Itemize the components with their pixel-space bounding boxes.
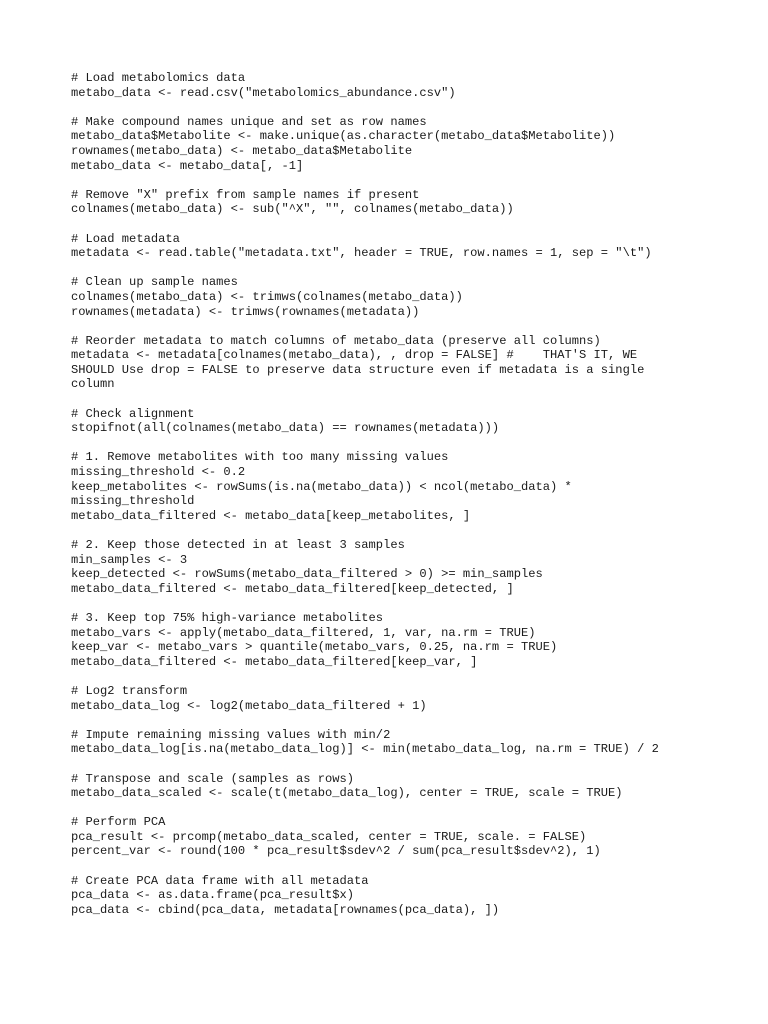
code-line: colnames(metabo_data) <- sub("^X", "", colnames(metabo_data)) (71, 202, 514, 217)
code-block (71, 407, 711, 436)
code-line: metabo_data_scaled <- scale(t(metabo_data_log), center = TRUE, scale = TRUE) (71, 786, 623, 801)
code-block (71, 684, 711, 713)
code-block (71, 115, 711, 173)
code-line: keep_metabolites <- rowSums(is.na(metabo_data)) < ncol(metabo_data) * (71, 479, 572, 494)
code-comment-line: # Create PCA data frame with all metadata (71, 873, 369, 888)
code-block (71, 334, 711, 392)
code-line: pca_data <- as.data.frame(pca_result$x) (71, 888, 355, 903)
code-line: metabo_data_log[is.na(metabo_data_log)] <- min(metabo_data_log, na.rm = TRUE) / 2 (71, 742, 659, 757)
code-block (71, 538, 711, 596)
code-block (71, 450, 711, 523)
code-block (71, 275, 711, 319)
code-line: missing_threshold <- 0.2 (71, 465, 246, 480)
code-line: metabo_data_filtered <- metabo_data_filtered[keep_var, ] (71, 654, 478, 669)
code-line: pca_data <- cbind(pca_data, metadata[rownames(pca_data), ]) (71, 902, 500, 917)
code-line: colnames(metabo_data) <- trimws(colnames(metabo_data)) (71, 289, 463, 304)
code-comment-line: # Impute remaining missing values with min/2 (71, 727, 391, 742)
code-comment-line: # 1. Remove metabolites with too many missing values (71, 450, 449, 465)
code-block (71, 611, 711, 669)
code-line: percent_var <- round(100 * pca_result$sdev^2 / sum(pca_result$sdev^2), 1) (71, 844, 601, 859)
code-block (71, 728, 711, 757)
code-block (71, 232, 711, 261)
code-line: column (71, 377, 115, 392)
code-line: missing_threshold (71, 494, 195, 509)
code-line: pca_result <- prcomp(metabo_data_scaled, center = TRUE, scale. = FALSE) (71, 829, 587, 844)
code-block (71, 815, 711, 859)
code-block (71, 188, 711, 217)
code-comment-line: # Load metabolomics data (71, 71, 246, 85)
code-line: rownames(metabo_data) <- metabo_data$Metabolite (71, 143, 413, 158)
code-line: metabo_vars <- apply(metabo_data_filtered, 1, var, na.rm = TRUE) (71, 625, 536, 640)
code-block (71, 874, 711, 918)
code-line: metadata <- read.table("metadata.txt", header = TRUE, row.names = 1, sep = "\t") (71, 246, 652, 261)
code-line: SHOULD Use drop = FALSE to preserve data structure even if metadata is a single (71, 362, 645, 377)
code-line: keep_var <- metabo_vars > quantile(metabo_vars, 0.25, na.rm = TRUE) (71, 640, 558, 655)
code-comment-line: # 2. Keep those detected in at least 3 samples (71, 538, 405, 552)
code-comment-line: # Check alignment (71, 406, 195, 421)
code-line: metabo_data_log <- log2(metabo_data_filtered + 1) (71, 698, 427, 713)
code-line: metabo_data <- read.csv("metabolomics_abundance.csv") (71, 85, 456, 100)
code-line: stopifnot(all(colnames(metabo_data) == rownames(metadata))) (71, 421, 500, 436)
code-comment-line: # Transpose and scale (samples as rows) (71, 771, 355, 786)
code-line: metabo_data$Metabolite <- make.unique(as.character(metabo_data$Metabolite)) (71, 129, 616, 144)
code-comment-line: # Remove "X" prefix from sample names if present (71, 187, 420, 202)
code-line: keep_detected <- rowSums(metabo_data_filtered > 0) >= min_samples (71, 567, 543, 582)
code-comment-line: # Log2 transform (71, 683, 188, 698)
code-comment-line: # Clean up sample names (71, 275, 238, 290)
code-block (71, 71, 711, 100)
code-block (71, 772, 711, 801)
code-line: rownames(metadata) <- trimws(rownames(metadata)) (71, 304, 420, 319)
code-line: metadata <- metadata[colnames(metabo_data), , drop = FALSE] # THAT'S IT, WE (71, 348, 638, 363)
code-comment-line: # Load metadata (71, 231, 180, 246)
code-line: metabo_data <- metabo_data[, -1] (71, 158, 304, 173)
code-line: metabo_data_filtered <- metabo_data_filtered[keep_detected, ] (71, 581, 514, 596)
code-comment-line: # Perform PCA (71, 815, 166, 830)
code-comment-line: # Make compound names unique and set as row names (71, 114, 427, 129)
code-comment-line: # 3. Keep top 75% high-variance metabolites (71, 610, 384, 625)
code-comment-line: # Reorder metadata to match columns of metabo_data (preserve all columns) (71, 333, 601, 348)
code-document (71, 71, 711, 932)
code-line: metabo_data_filtered <- metabo_data[keep_metabolites, ] (71, 508, 471, 523)
code-line: min_samples <- 3 (71, 552, 188, 567)
